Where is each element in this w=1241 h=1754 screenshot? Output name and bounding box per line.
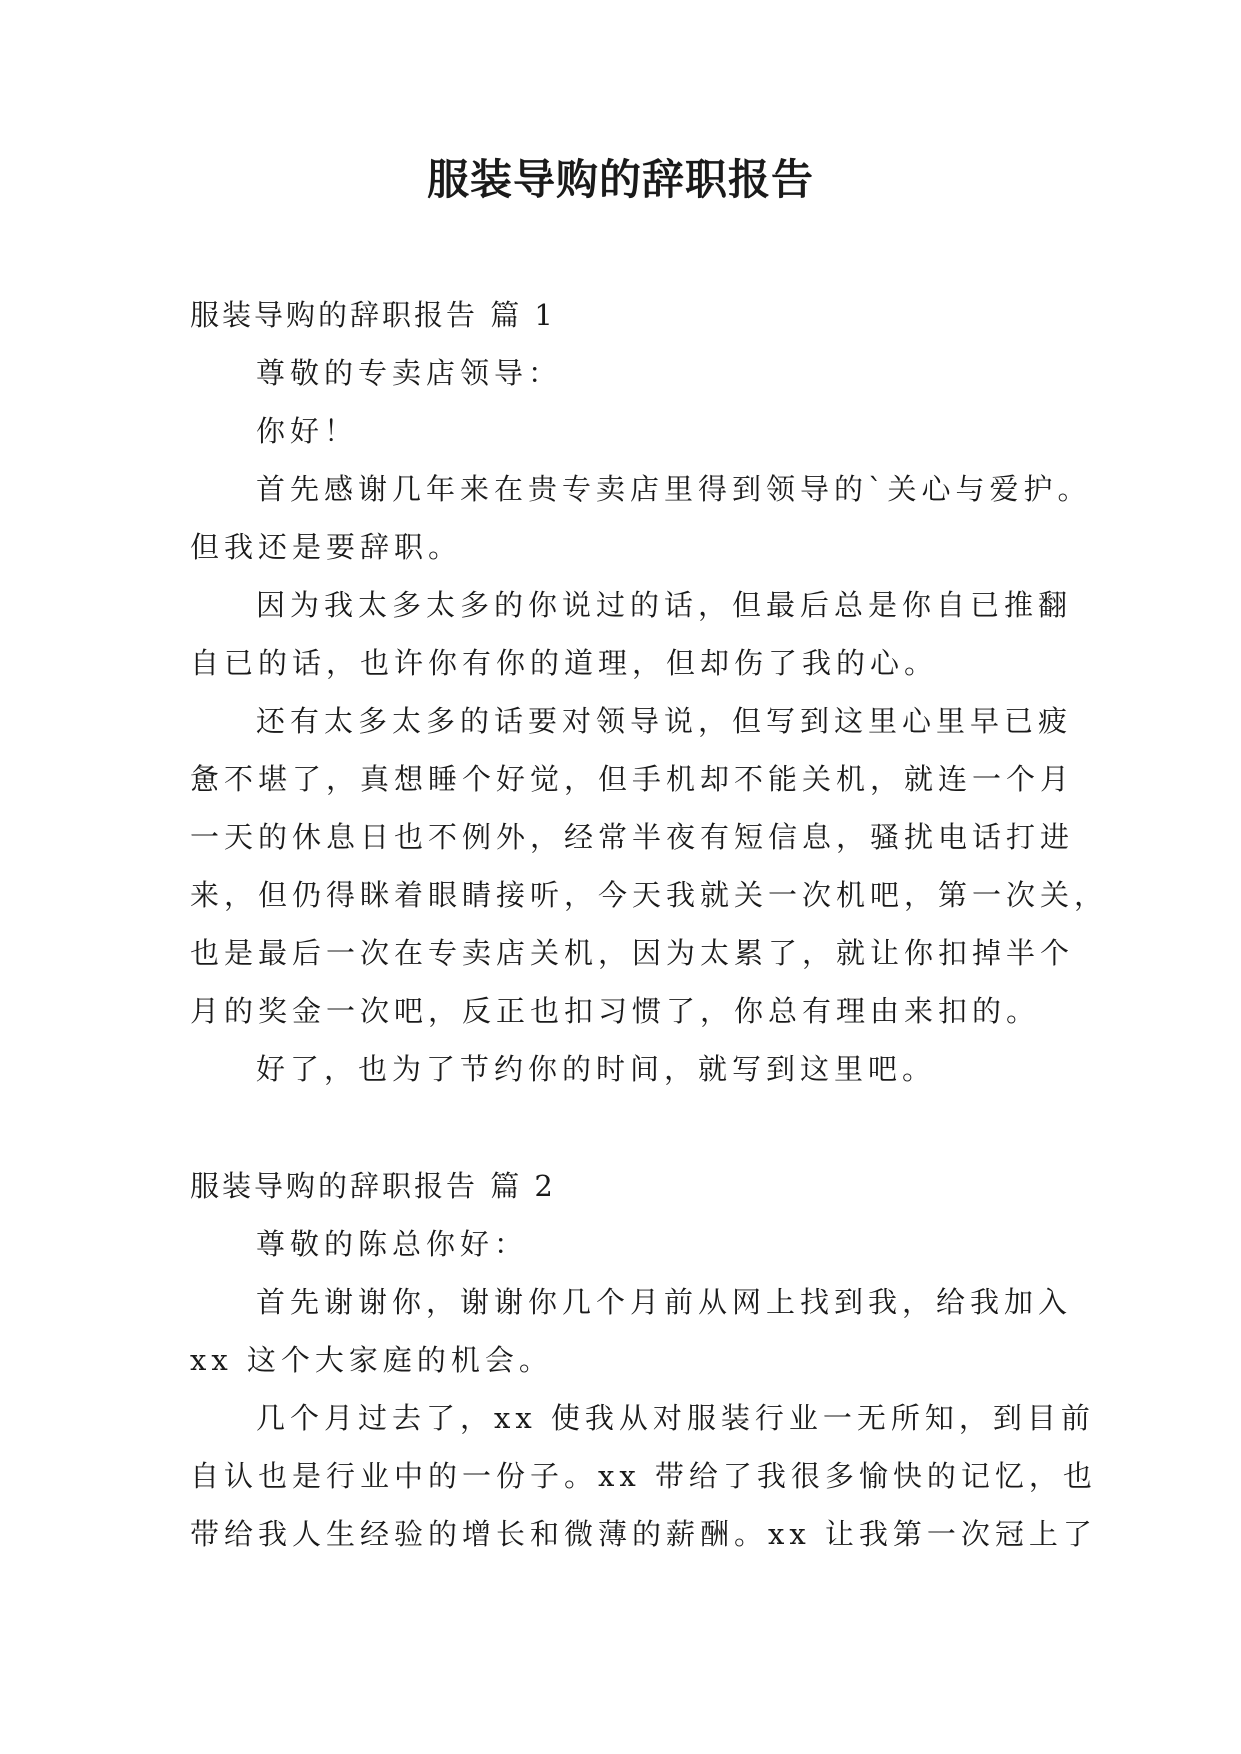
paragraph-line: 来，但仍得眯着眼睛接听，今天我就关一次机吧，第一次关，	[190, 878, 1109, 912]
paragraph-line: 还有太多太多的话要对领导说，但写到这里心里早已疲	[256, 704, 1073, 738]
paragraph	[190, 1273, 1073, 1389]
paragraph	[190, 344, 1060, 402]
section-1	[190, 286, 1109, 1098]
paragraph-line: 你好！	[256, 414, 359, 448]
document-title: 服装导购的辞职报告	[426, 155, 814, 204]
paragraph	[190, 1215, 1060, 1273]
paragraph	[190, 1040, 1060, 1098]
paragraph-line: 自已的话，也许你有你的道理，但却伤了我的心。	[190, 646, 939, 680]
paragraph-line: 带给我人生经验的增长和微薄的薪酬。xx 让我第一次冠上了	[190, 1517, 1097, 1551]
paragraph-line: 尊敬的陈总你好：	[256, 1227, 529, 1261]
paragraph	[190, 402, 1060, 460]
section-2	[190, 1157, 1097, 1563]
paragraph	[190, 576, 1073, 692]
paragraph-line: 因为我太多太多的你说过的话，但最后总是你自已推翻	[256, 588, 1073, 622]
paragraph	[190, 692, 1109, 1040]
paragraph-line: 惫不堪了，真想睡个好觉，但手机却不能关机，就连一个月	[190, 762, 1075, 796]
paragraph-line: 但我还是要辞职。	[190, 530, 463, 564]
paragraph-line: 自认也是行业中的一份子。xx 带给了我很多愉快的记忆，也	[190, 1459, 1097, 1493]
paragraph-line: 也是最后一次在专卖店关机，因为太累了，就让你扣掉半个	[190, 936, 1075, 970]
section-heading: 服装导购的辞职报告 篇 2	[190, 1169, 556, 1203]
paragraph-line: 月的奖金一次吧，反正也扣习惯了，你总有理由来扣的。	[190, 994, 1041, 1028]
paragraph-line: 一天的休息日也不例外，经常半夜有短信息，骚扰电话打进	[190, 820, 1075, 854]
paragraph-line: 尊敬的专卖店领导：	[256, 356, 563, 390]
paragraph-line: 首先谢谢你，谢谢你几个月前从网上找到我，给我加入	[256, 1285, 1073, 1319]
paragraph-line: 首先感谢几年来在贵专卖店里得到领导的`关心与爱护。	[256, 472, 1092, 506]
paragraph-line: xx 这个大家庭的机会。	[190, 1343, 553, 1377]
paragraph-line: 好了，也为了节约你的时间，就写到这里吧。	[256, 1052, 937, 1086]
section-heading: 服装导购的辞职报告 篇 1	[190, 298, 556, 332]
paragraph-line: 几个月过去了，xx 使我从对服装行业一无所知，到目前	[256, 1401, 1095, 1435]
paragraph	[190, 1389, 1097, 1563]
paragraph	[190, 460, 1092, 576]
